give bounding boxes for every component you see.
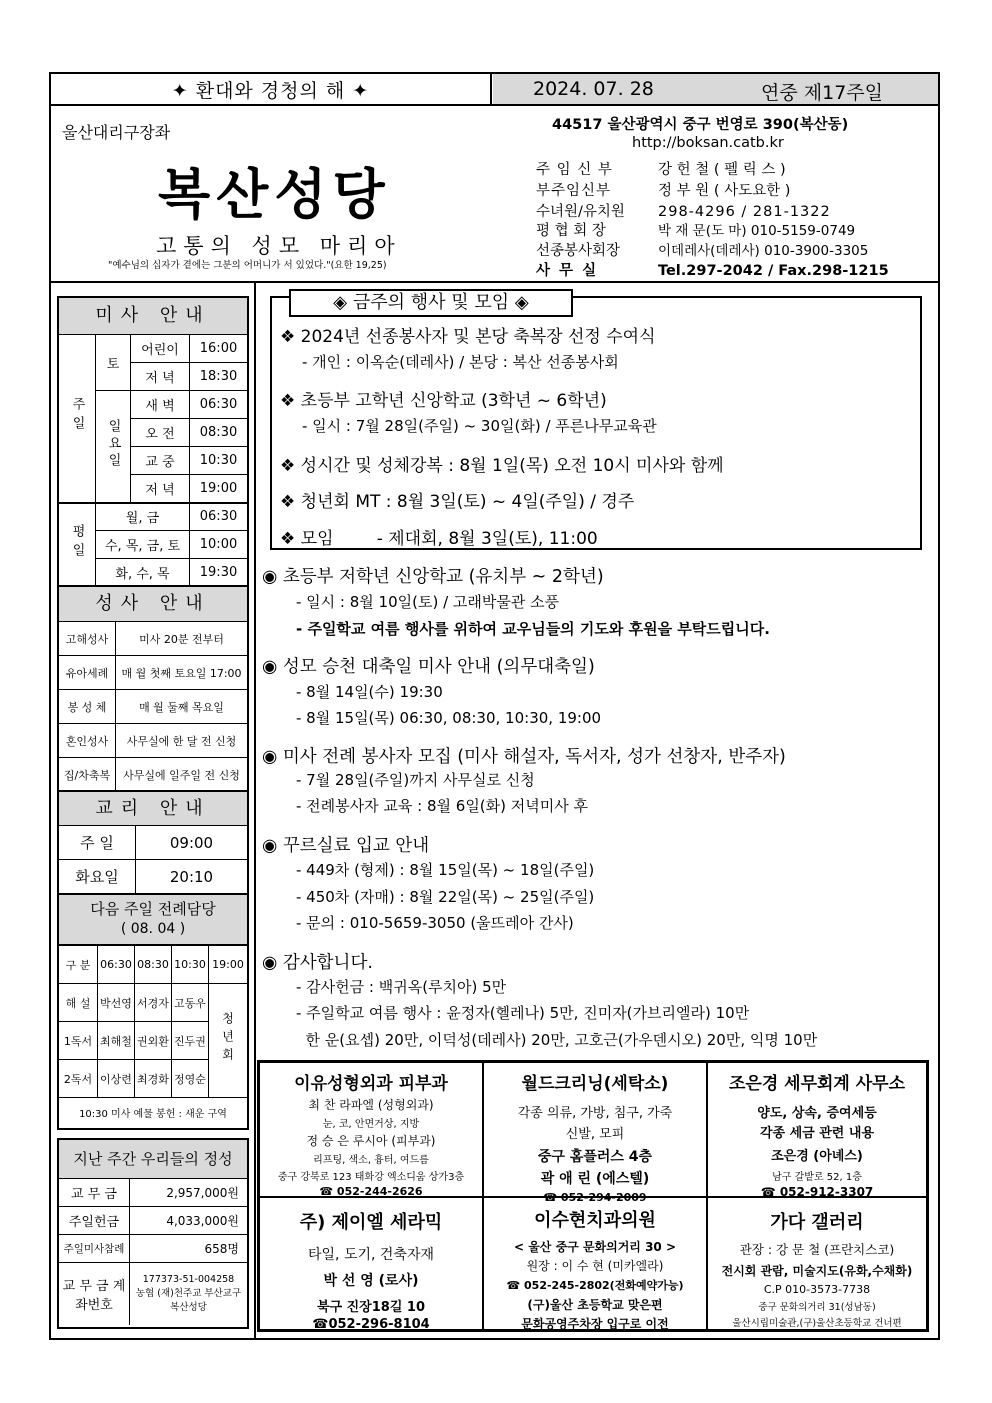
offering-table: 교 무 금 2,957,000원 주일헌금 4,033,000원 주일미사참례 658명 교 무 금 계좌번호 177373-51-004258 농협 (재)천주교 부산교구 복산성당: [59, 1178, 247, 1325]
mass-title: 미사 안내: [59, 298, 247, 335]
notice-line: - 8월 15일(목) 06:30, 08:30, 10:30, 19:00: [296, 709, 602, 727]
notice-line: - 전례봉사자 교육 : 8월 6일(화) 저녁미사 후: [296, 797, 588, 815]
staff-row: 수녀원/유치원 298-4296 / 281-1322: [536, 204, 831, 220]
event-item: ❖ 성시간 및 성체강복 : 8월 1일(목) 오전 10시 미사와 함께: [280, 456, 724, 476]
year-theme: ✦ 환대와 경청의 해 ✦: [51, 74, 492, 104]
parish-name: 복산성당: [158, 162, 391, 226]
ad-laundry: 월드크리닝(세탁소) 각종 의류, 가방, 침구, 가죽 신발, 모피 중구 홈플러스 4층 곽 애 린 (에스텔) ☎ 052-294-2009: [483, 1062, 707, 1197]
notice-line: - 문의 : 010-5659-3050 (울뜨레아 간사): [296, 914, 574, 932]
notice-title: ◉ 미사 전례 봉사자 모집 (미사 해설자, 독서자, 성가 선창자, 반주자): [262, 747, 786, 767]
account-info: 177373-51-004258 농협 (재)천주교 부산교구 복산성당: [130, 1263, 248, 1325]
ad-dental: 이수현치과의원 < 울산 중구 문화의거리 30 > 원장 : 이 수 현 (미카엘라) ☎ 052-245-2802(전화예약가능) (구)울산 초등학교 맞은편 문화공영주차장 입구로 이전: [483, 1197, 707, 1330]
events-tab: ◈ 금주의 행사 및 모임 ◈: [289, 289, 573, 317]
mass-schedule: [57, 296, 249, 587]
notice-title: ◉ 감사합니다.: [262, 953, 373, 973]
catechism-info: [57, 792, 249, 895]
notice-line: - 일시 : 8월 10일(토) / 고래박물관 소풍: [296, 593, 560, 611]
notice-line: - 7월 28일(주일)까지 사무실로 신청: [296, 771, 535, 789]
top-bar: [51, 74, 938, 106]
staff-row: 부주임신부 정 부 원 ( 사도요한 ): [536, 183, 791, 199]
duty-table: 구 분 06:30 08:30 10:30 19:00 해 설 박선영 서경자 고동우 청년회 1독서 최해철 권외환 진두권 2독서 이상련 최경화 정영순 10:30 미사 예물 봉헌 : 새운 구역: [59, 945, 247, 1128]
notice-title: ◉ 초등부 저학년 신앙학교 (유치부 ~ 2학년): [262, 567, 604, 587]
notice-line: - 450차 (자매) : 8월 22일(목) ~ 25일(주일): [296, 888, 595, 906]
issue-date: 2024. 07. 28: [533, 78, 654, 100]
sat-label: 토: [96, 335, 131, 391]
notice-line: - 주일학교 여름 행사를 위하여 교우님들의 기도와 후원을 부탁드립니다.: [296, 620, 770, 638]
header-divider: [51, 280, 938, 283]
patron-name: 고통의 성모 마리아: [156, 234, 402, 258]
duty-date: ( 08. 04 ): [120, 921, 186, 937]
staff-row: 사 무 실 Tel.297-2042 / Fax.298-1215: [536, 263, 889, 279]
event-item: ❖ 초등부 고학년 신앙학교 (3학년 ~ 6학년): [280, 391, 607, 411]
ads-area: [257, 1060, 929, 1332]
sacrament-table: 고해성사 미사 20분 전부터 유아세례 매 월 첫째 토요일 17:00 봉 성 체 매 월 둘째 목요일 혼인성사 사무실에 한 달 전 신청 집/차축복 사무실에 일주일 전 신청: [59, 621, 247, 792]
staff-row: 평 협 회 장 박 재 문(도 마) 010-5159-0749: [536, 223, 856, 239]
notice-line: - 주일학교 여름 행사 : 윤정자(헬레나) 5만, 진미자(가브리엘라) 10만: [296, 1004, 750, 1022]
offering-info: [57, 1138, 249, 1329]
staff-row: 주 임 신 부 강 헌 철 ( 펠 릭 스 ): [536, 162, 786, 178]
bible-quote: "예수님의 십자가 곁에는 그분의 어머니가 서 있었다."(요한 19,25): [108, 260, 387, 271]
event-detail: - 일시 : 7월 28일(주일) ~ 30일(화) / 푸른나무교육관: [302, 417, 657, 435]
event-item: ❖ 모임 - 제대회, 8월 3일(토), 11:00: [280, 529, 598, 549]
liturgical-week: 연중 제17주일: [761, 82, 883, 104]
youth-label: 청년회: [209, 984, 248, 1098]
notice-title: ◉ 꾸르실료 입교 안내: [262, 836, 430, 856]
date-box: [493, 74, 938, 104]
catechism-title: 교리 안내: [59, 792, 247, 826]
notice-line: - 감사헌금 : 백귀옥(루치아) 5만: [296, 978, 507, 996]
notice-line: 한 운(요셉) 20만, 이덕성(데레사) 20만, 고호근(가우덴시오) 20만, 익명 10만: [296, 1031, 818, 1049]
sun-label: 일요일: [96, 391, 131, 503]
duty-title: 다음 주일 전례담당: [90, 900, 216, 918]
weekday-label: 평일: [59, 503, 96, 587]
sacrament-title: 성사 안내: [59, 587, 247, 622]
event-item: ❖ 청년회 MT : 8월 3일(토) ~ 4일(주일) / 경주: [280, 492, 635, 512]
ad-ceramic: 주) 제이엘 세라믹 타일, 도기, 건축자재 박 선 영 (로사) 북구 진장18길 10 ☎052-296-8104: [259, 1197, 483, 1330]
ad-tax-office: 조은경 세무회계 사무소 양도, 상속, 증여세등 각종 세금 관련 내용 조은경 (아녜스) 남구 갈밭로 52, 1층 ☎ 052-912-3307: [707, 1062, 927, 1197]
notice-title: ◉ 성모 승천 대축일 미사 안내 (의무대축일): [262, 657, 595, 677]
liturgy-duty: [57, 895, 249, 1130]
weekly-events: [270, 296, 922, 550]
notice-line: - 449차 (형제) : 8월 15일(목) ~ 18일(주일): [296, 861, 595, 879]
column-divider: [254, 282, 256, 1338]
duty-header: [59, 895, 247, 945]
sunday-label: 주일: [59, 335, 96, 503]
offering-title: 지난 주간 우리들의 정성: [59, 1140, 247, 1179]
notice-line: - 8월 14일(수) 19:30: [296, 683, 443, 701]
website-link[interactable]: http://boksan.catb.kr: [632, 135, 784, 151]
account-label: 교 무 금 계좌번호: [59, 1263, 130, 1325]
sacrament-info: [57, 587, 249, 792]
address: 44517 울산광역시 중구 번영로 390(복산동): [552, 117, 849, 133]
event-item: ❖ 2024년 선종봉사자 및 본당 축복장 선정 수여식: [280, 327, 656, 347]
catechism-table: 주 일 09:00 화요일 20:10: [59, 825, 247, 894]
staff-row: 선종봉사회장 이데레사(데레사) 010-3900-3305: [536, 243, 869, 259]
ad-clinic: 이유성형외과 피부과 최 찬 라파엘 (성형외과) 눈, 코, 안면거상, 지방 정 승 은 루시아 (피부과) 리프팅, 색소, 흉터, 여드름 중구 강북로 123 태화강 엑소디움 상가3층 ☎ 052-244-2626: [259, 1062, 483, 1197]
mass-table: 주일 토 어린이 16:00 저 녁 18:30 일요일 새 벽 06:30 오 전 08:30 교 중 10:30 저 녁 19:00 평일 월, 금 06:30 수, 목, 금, 토 10:00 화, 수, 목 19:30: [59, 334, 247, 587]
diocese: 울산대리구장좌: [62, 123, 171, 142]
event-detail: - 개인 : 이옥순(데레사) / 본당 : 복산 선종봉사회: [302, 353, 619, 371]
ad-gallery: 가다 갤러리 관장 : 강 문 철 (프란치스코) 전시회 관람, 미술지도(유화,수채화) C.P 010-3573-7738 중구 문화의거리 31(성남동) 울산시립미술관,(구)울산초등학교 건너편: [707, 1197, 927, 1330]
